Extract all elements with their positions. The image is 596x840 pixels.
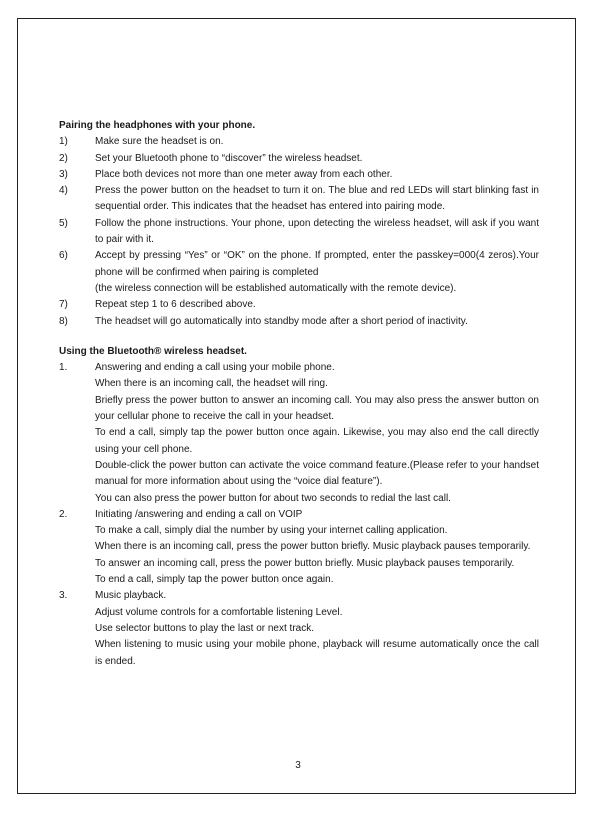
step-number: 8) <box>59 315 68 327</box>
step-number: 3) <box>59 168 68 180</box>
section-paragraph: To make a call, simply dial the number by using your internet calling application. <box>95 525 448 537</box>
section-title: Answering and ending a call using your mobile phone. <box>95 362 335 374</box>
section-paragraph: Double-click the power button can activate the voice command feature.(Please refer to your handset manual for more information about using the “voice dial feature”). <box>95 459 539 488</box>
section-title: Initiating /answering and ending a call on VOIP <box>95 508 303 520</box>
pairing-step <box>59 297 539 313</box>
step-number: 6) <box>59 250 68 262</box>
section-body <box>95 360 539 507</box>
step-number: 5) <box>59 217 68 229</box>
section-paragraph: To end a call, simply tap the power button once again. <box>95 574 334 586</box>
document-body <box>59 118 539 670</box>
section-paragraph: You can also press the power button for about two seconds to redial the last call. <box>95 492 451 504</box>
step-text: Follow the phone instructions. Your phone, upon detecting the wireless headset, will ask if you want to pair with it. <box>95 217 539 246</box>
page-number: 3 <box>295 760 301 771</box>
section-title: Music playback. <box>95 590 167 602</box>
step-number <box>59 281 95 297</box>
section-paragraph: When there is an incoming call, press the power button briefly. Music playback pauses temporarily. <box>95 541 531 553</box>
step-text: (the wireless connection will be established automatically with the remote device). <box>95 282 457 294</box>
section-paragraph: Briefly press the power button to answer an incoming call. You may also press the answer button on your cellular phone to receive the call in your headset. <box>95 394 539 423</box>
usage-section <box>59 588 539 669</box>
section-number: 3. <box>59 590 68 602</box>
pairing-step <box>59 248 539 281</box>
step-text: Set your Bluetooth phone to “discover” the wireless headset. <box>95 152 363 164</box>
step-number: 1) <box>59 136 68 148</box>
section-body <box>95 588 539 669</box>
step-text: Accept by pressing “Yes” or “OK” on the phone. If prompted, enter the passkey=000(4 zeros).Your phone will be confirmed when pairing is completed <box>95 250 539 278</box>
step-text: Place both devices not more than one meter away from each other. <box>95 168 393 180</box>
pairing-step <box>59 167 539 183</box>
section-gap <box>59 330 539 344</box>
section-paragraph: When listening to music using your mobile phone, playback will resume automatically once the call is ended. <box>95 639 539 667</box>
usage-heading: Using the Bluetooth® wireless headset. <box>59 345 247 357</box>
section-paragraph: To answer an incoming call, press the power button briefly. Music playback pauses temporarily. <box>95 557 515 569</box>
step-text: Repeat step 1 to 6 described above. <box>95 299 256 311</box>
pairing-step <box>59 151 539 167</box>
usage-section <box>59 360 539 507</box>
section-body <box>95 507 539 588</box>
pairing-step <box>59 314 539 330</box>
usage-sections-list <box>59 360 539 670</box>
pairing-steps-list <box>59 134 539 330</box>
pairing-step <box>59 281 539 297</box>
step-text: Make sure the headset is on. <box>95 136 224 148</box>
section-paragraph: Use selector buttons to play the last or next track. <box>95 622 314 634</box>
section-paragraph: When there is an incoming call, the headset will ring. <box>95 378 328 390</box>
section-number: 2. <box>59 508 68 520</box>
step-text: Press the power button on the headset to turn it on. The blue and red LEDs will start blinking fast in sequential order. This indicates that the headset has entered into pairing mode. <box>95 185 539 213</box>
section-paragraph: Adjust volume controls for a comfortable listening Level. <box>95 606 343 618</box>
step-number: 4) <box>59 185 68 197</box>
step-text: The headset will go automatically into standby mode after a short period of inactivity. <box>95 315 468 327</box>
usage-section <box>59 507 539 588</box>
section-paragraph: To end a call, simply tap the power button once again. Likewise, you may also end the call directly using your cell phone. <box>95 427 539 455</box>
pairing-step <box>59 183 539 216</box>
pairing-step <box>59 134 539 150</box>
step-number: 2) <box>59 152 68 164</box>
step-number: 7) <box>59 299 68 311</box>
pairing-heading: Pairing the headphones with your phone. <box>59 120 256 131</box>
section-number: 1. <box>59 362 68 374</box>
pairing-step <box>59 216 539 249</box>
